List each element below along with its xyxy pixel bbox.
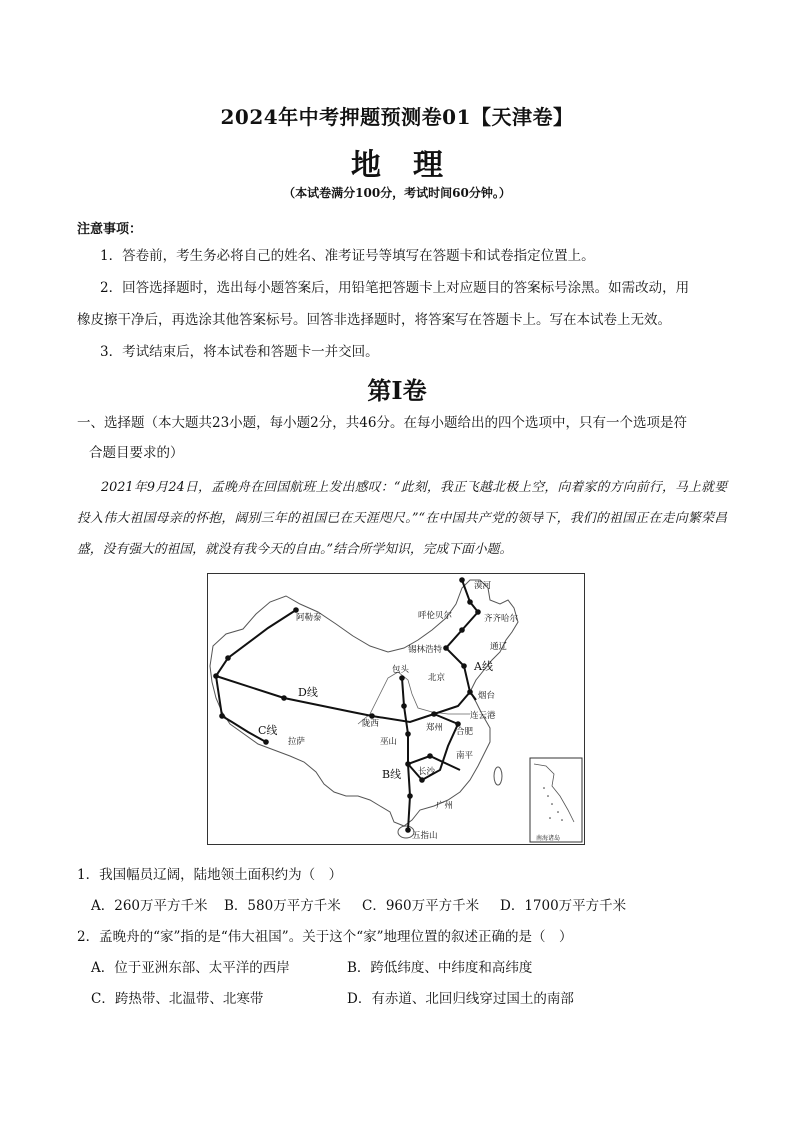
notice-item-2a: 2．回答选择题时，选出每小题答案后，用铅笔把答题卡上对应题目的答案标号涂黑。如需改动，用	[100, 280, 690, 296]
notice-heading: 注意事项：	[77, 222, 143, 237]
map-graphic	[208, 574, 584, 844]
label-zhengzhou: 郑州	[426, 723, 444, 733]
notice-item-2b: 橡皮擦干净后，再选涂其他答案标号。回答非选择题时，将答案写在答题卡上。写在本试卷上无效。	[77, 312, 671, 328]
question-2-option-b[interactable]: B．跨低纬度、中纬度和高纬度	[347, 960, 533, 976]
label-yantai: 烟台	[478, 691, 496, 701]
instruction-line-2: 合题目要求的）	[89, 445, 184, 461]
label-line-d: D线	[298, 686, 318, 699]
label-guangzhou: 广州	[436, 801, 454, 811]
label-lianyungang: 连云港	[470, 711, 496, 721]
section-instruction	[77, 408, 727, 468]
question-2-stem: 2．孟晚舟的“家”指的是“伟大祖国”。关于这个“家”地理位置的叙述正确的是（ ）	[77, 929, 573, 945]
notice-item-3: 3．考试结束后，将本试卷和答题卡一并交回。	[100, 344, 379, 360]
section-title: 第Ⅰ卷	[367, 376, 427, 405]
route-b-line	[402, 678, 410, 830]
label-line-b: B线	[382, 768, 402, 781]
exam-info: （本试卷满分100分，考试时间60分钟。）	[283, 186, 511, 200]
subject-title	[0, 140, 794, 184]
label-line-c: C线	[258, 724, 278, 737]
exam-title: 2024年中考押题预测卷01【天津卷】	[220, 105, 574, 129]
notice-list	[77, 240, 727, 368]
taiwan-island	[494, 767, 502, 785]
label-mohe: 漠河	[474, 581, 492, 591]
label-inset: 南海诸岛	[536, 835, 561, 842]
label-wuzhishan: 五指山	[412, 831, 438, 841]
notice-item-1: 1．答卷前，考生务必将自己的姓名、准考证号等填写在答题卡和试卷指定位置上。	[100, 248, 595, 264]
china-border	[210, 580, 518, 826]
subject-char-2: 理	[413, 148, 443, 183]
label-wushan: 巫山	[380, 737, 398, 747]
label-altay: 阿勒泰	[296, 613, 322, 623]
label-tongliao: 通辽	[490, 642, 508, 652]
reading-passage: 2021年9月24日，孟晚舟在回国航班上发出感叹：“此刻，我正飞越北极上空，向着家的方向前行，马上就要投入伟大祖国母亲的怀抱，阔别三年的祖国已在天涯咫尺。”“在中国共产党的领导下，我们的祖国正在走向繁荣昌盛，没有强大的祖国，就没有我今天的自由。”结合所学知识，完成下面小题。	[77, 480, 727, 557]
label-changsha: 长沙	[418, 767, 436, 777]
question-1-option-c[interactable]: C．960万平方千米	[362, 898, 480, 914]
label-line-a: A线	[474, 660, 493, 673]
question-2-option-a[interactable]: A．位于亚洲东部、太平洋的西岸	[91, 960, 290, 976]
route-a-line	[446, 580, 478, 700]
label-lasa: 拉萨	[288, 737, 306, 747]
china-route-map	[207, 573, 585, 845]
label-xilinhot: 锡林浩特	[408, 645, 443, 655]
question-2-option-d[interactable]: D．有赤道、北回归线穿过国土的南部	[347, 991, 574, 1007]
instruction-line-1: 一、选择题（本大题共23小题，每小题2分，共46分。在每小题给出的四个选项中，只有一个选项是符	[77, 415, 687, 431]
label-hefei: 合肥	[456, 727, 474, 737]
label-longxi: 陇西	[362, 719, 380, 729]
south-sea-inset	[530, 758, 582, 842]
route-c-line	[216, 610, 296, 742]
label-beijing: 北京	[428, 673, 446, 683]
question-1-option-a[interactable]: A．260万平方千米	[91, 898, 208, 914]
question-1-stem: 1．我国幅员辽阔，陆地领土面积约为（ ）	[77, 867, 343, 883]
label-hulunbeier: 呼伦贝尔	[418, 611, 453, 621]
question-1-option-d[interactable]: D．1700万平方千米	[500, 898, 627, 914]
label-nanping: 南平	[456, 751, 474, 761]
question-2-option-c[interactable]: C．跨热带、北温带、北寒带	[91, 991, 264, 1007]
label-baotou: 包头	[392, 665, 410, 675]
subject-char-1: 地	[351, 148, 381, 183]
label-qiqihaer: 齐齐哈尔	[484, 614, 519, 624]
question-1-option-b[interactable]: B．580万平方千米	[224, 898, 341, 914]
